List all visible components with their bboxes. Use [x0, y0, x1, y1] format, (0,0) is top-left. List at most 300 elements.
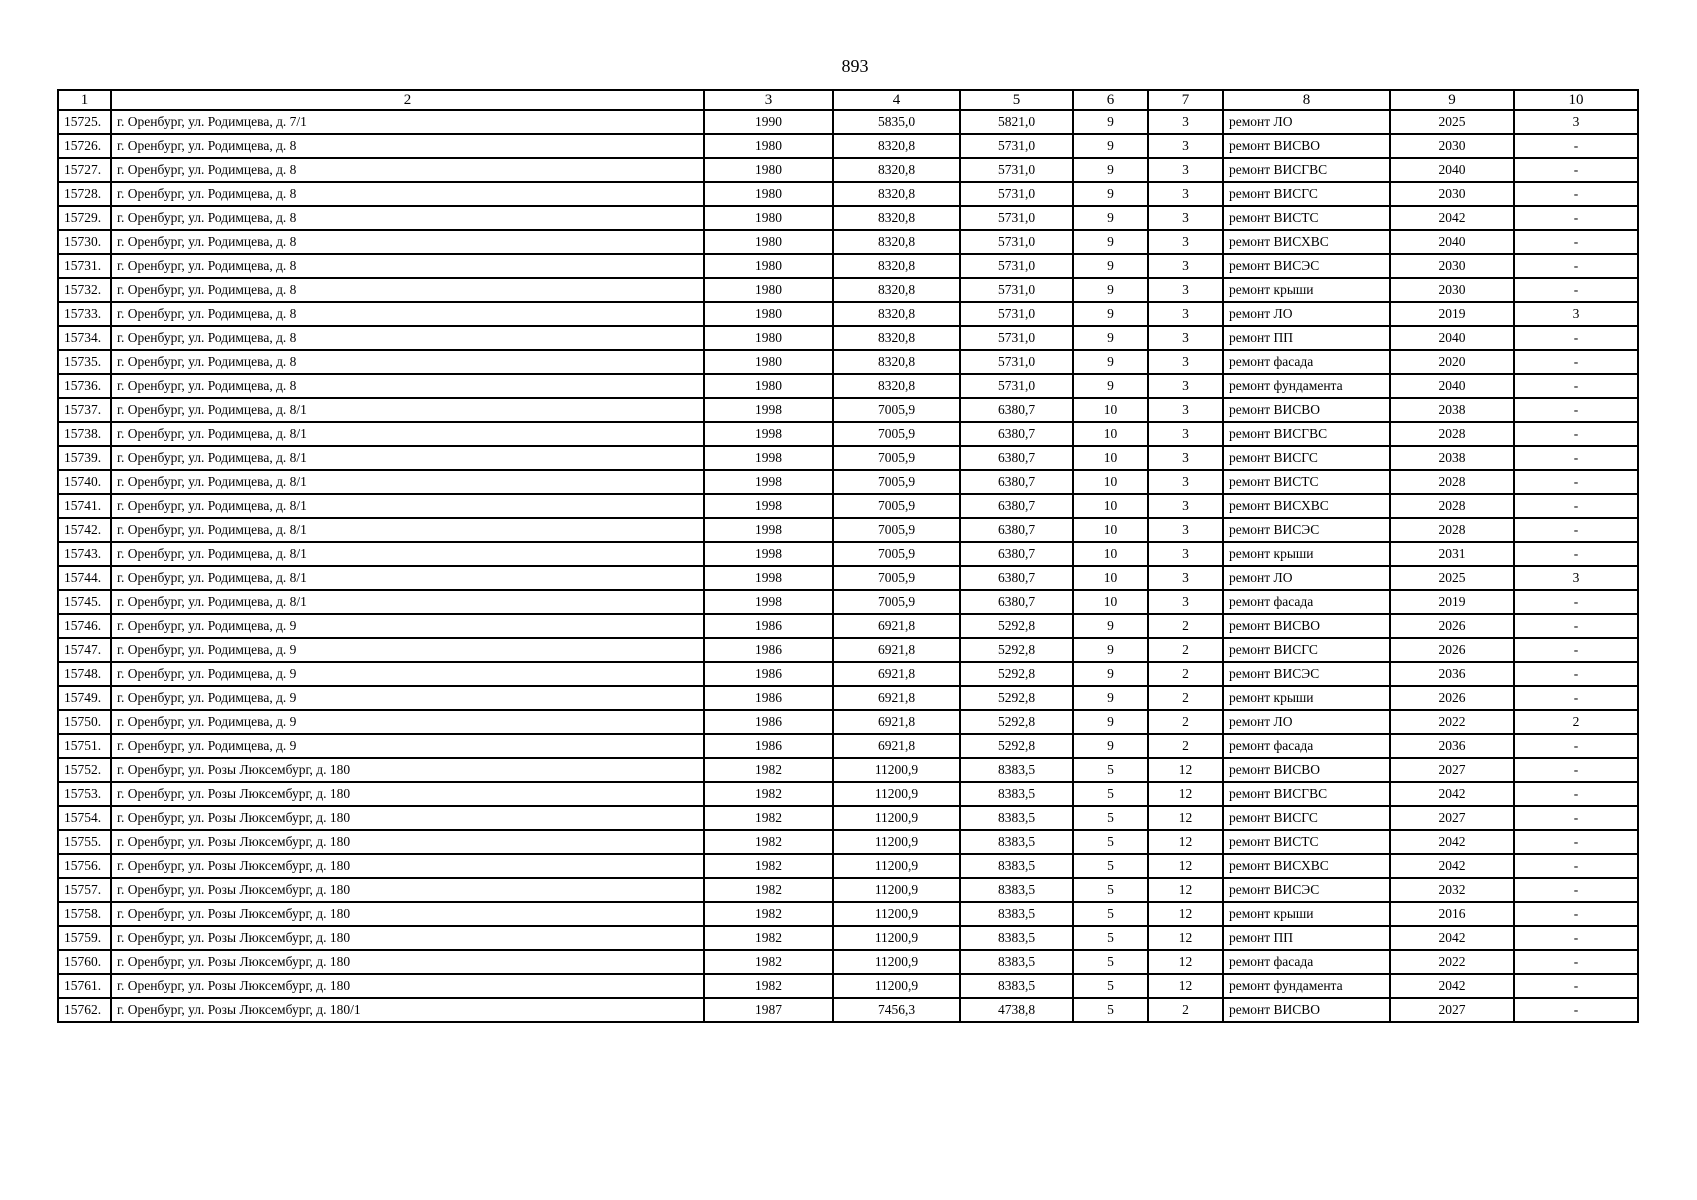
cell-address: г. Оренбург, ул. Родимцева, д. 8 [111, 134, 704, 158]
cell-work-type: ремонт ВИСХВС [1223, 230, 1390, 254]
cell-living-area: 5292,8 [960, 710, 1073, 734]
cell-row-number: 15736. [58, 374, 111, 398]
cell-address: г. Оренбург, ул. Родимцева, д. 8 [111, 230, 704, 254]
cell-work-type: ремонт фундамента [1223, 974, 1390, 998]
cell-entrances: 3 [1148, 518, 1223, 542]
cell-year-built: 1982 [704, 950, 833, 974]
cell-address: г. Оренбург, ул. Розы Люксембург, д. 180 [111, 758, 704, 782]
cell-entrances: 2 [1148, 998, 1223, 1022]
cell-year-built: 1982 [704, 878, 833, 902]
table-row [58, 134, 1638, 158]
cell-elevator-count: - [1514, 854, 1638, 878]
table-row [58, 446, 1638, 470]
cell-row-number: 15741. [58, 494, 111, 518]
cell-entrances: 2 [1148, 638, 1223, 662]
cell-address: г. Оренбург, ул. Родимцева, д. 8 [111, 302, 704, 326]
cell-elevator-count: - [1514, 182, 1638, 206]
cell-address: г. Оренбург, ул. Родимцева, д. 8 [111, 158, 704, 182]
cell-floors: 9 [1073, 686, 1148, 710]
cell-work-type: ремонт ВИСХВС [1223, 494, 1390, 518]
cell-work-type: ремонт ВИСЭС [1223, 878, 1390, 902]
cell-floors: 9 [1073, 638, 1148, 662]
cell-entrances: 3 [1148, 398, 1223, 422]
cell-elevator-count: - [1514, 614, 1638, 638]
cell-planned-year: 2036 [1390, 662, 1514, 686]
cell-entrances: 2 [1148, 662, 1223, 686]
cell-living-area: 5731,0 [960, 134, 1073, 158]
table-row [58, 302, 1638, 326]
cell-year-built: 1986 [704, 614, 833, 638]
cell-total-area: 7005,9 [833, 422, 960, 446]
cell-address: г. Оренбург, ул. Родимцева, д. 8/1 [111, 542, 704, 566]
cell-entrances: 12 [1148, 950, 1223, 974]
cell-floors: 10 [1073, 446, 1148, 470]
cell-elevator-count: - [1514, 374, 1638, 398]
column-header-5: 5 [960, 90, 1073, 110]
cell-living-area: 6380,7 [960, 542, 1073, 566]
cell-row-number: 15729. [58, 206, 111, 230]
cell-work-type: ремонт ЛО [1223, 110, 1390, 134]
cell-address: г. Оренбург, ул. Родимцева, д. 9 [111, 662, 704, 686]
cell-planned-year: 2042 [1390, 854, 1514, 878]
cell-elevator-count: - [1514, 494, 1638, 518]
cell-year-built: 1998 [704, 422, 833, 446]
cell-planned-year: 2028 [1390, 494, 1514, 518]
cell-elevator-count: - [1514, 782, 1638, 806]
cell-total-area: 7005,9 [833, 470, 960, 494]
table-row [58, 590, 1638, 614]
cell-floors: 5 [1073, 998, 1148, 1022]
cell-elevator-count: - [1514, 926, 1638, 950]
cell-address: г. Оренбург, ул. Родимцева, д. 8 [111, 374, 704, 398]
cell-total-area: 8320,8 [833, 278, 960, 302]
cell-entrances: 3 [1148, 278, 1223, 302]
cell-entrances: 3 [1148, 158, 1223, 182]
cell-entrances: 3 [1148, 110, 1223, 134]
cell-living-area: 5292,8 [960, 686, 1073, 710]
cell-address: г. Оренбург, ул. Родимцева, д. 9 [111, 638, 704, 662]
cell-living-area: 5731,0 [960, 374, 1073, 398]
cell-address: г. Оренбург, ул. Родимцева, д. 8 [111, 206, 704, 230]
cell-work-type: ремонт ВИСГС [1223, 182, 1390, 206]
cell-floors: 5 [1073, 926, 1148, 950]
table-row [58, 734, 1638, 758]
cell-living-area: 8383,5 [960, 782, 1073, 806]
cell-year-built: 1980 [704, 158, 833, 182]
cell-address: г. Оренбург, ул. Родимцева, д. 8/1 [111, 518, 704, 542]
cell-floors: 9 [1073, 614, 1148, 638]
cell-year-built: 1980 [704, 374, 833, 398]
cell-address: г. Оренбург, ул. Розы Люксембург, д. 180 [111, 830, 704, 854]
cell-year-built: 1980 [704, 278, 833, 302]
cell-elevator-count: - [1514, 422, 1638, 446]
cell-row-number: 15742. [58, 518, 111, 542]
registry-table [57, 89, 1639, 1023]
cell-floors: 9 [1073, 734, 1148, 758]
cell-planned-year: 2040 [1390, 374, 1514, 398]
cell-address: г. Оренбург, ул. Родимцева, д. 8/1 [111, 422, 704, 446]
cell-living-area: 5731,0 [960, 326, 1073, 350]
cell-year-built: 1990 [704, 110, 833, 134]
table-row [58, 662, 1638, 686]
cell-total-area: 8320,8 [833, 302, 960, 326]
cell-floors: 9 [1073, 206, 1148, 230]
cell-row-number: 15745. [58, 590, 111, 614]
cell-total-area: 7005,9 [833, 590, 960, 614]
column-header-10: 10 [1514, 90, 1638, 110]
table-row [58, 350, 1638, 374]
cell-work-type: ремонт ВИСВО [1223, 614, 1390, 638]
cell-work-type: ремонт ВИСГВС [1223, 158, 1390, 182]
cell-total-area: 11200,9 [833, 974, 960, 998]
cell-work-type: ремонт ПП [1223, 926, 1390, 950]
cell-living-area: 5292,8 [960, 638, 1073, 662]
cell-work-type: ремонт ЛО [1223, 302, 1390, 326]
cell-year-built: 1986 [704, 734, 833, 758]
cell-total-area: 8320,8 [833, 182, 960, 206]
cell-address: г. Оренбург, ул. Родимцева, д. 8 [111, 326, 704, 350]
cell-floors: 9 [1073, 302, 1148, 326]
cell-year-built: 1980 [704, 182, 833, 206]
cell-entrances: 12 [1148, 806, 1223, 830]
cell-row-number: 15749. [58, 686, 111, 710]
cell-living-area: 8383,5 [960, 926, 1073, 950]
cell-address: г. Оренбург, ул. Родимцева, д. 8/1 [111, 398, 704, 422]
cell-planned-year: 2042 [1390, 206, 1514, 230]
table-body [58, 110, 1638, 1022]
cell-floors: 10 [1073, 422, 1148, 446]
cell-entrances: 3 [1148, 326, 1223, 350]
cell-elevator-count: - [1514, 518, 1638, 542]
cell-planned-year: 2028 [1390, 518, 1514, 542]
cell-row-number: 15734. [58, 326, 111, 350]
cell-year-built: 1986 [704, 686, 833, 710]
cell-year-built: 1986 [704, 662, 833, 686]
cell-planned-year: 2026 [1390, 614, 1514, 638]
cell-work-type: ремонт ВИСГВС [1223, 782, 1390, 806]
table-row [58, 638, 1638, 662]
cell-address: г. Оренбург, ул. Родимцева, д. 8 [111, 278, 704, 302]
cell-address: г. Оренбург, ул. Родимцева, д. 8/1 [111, 566, 704, 590]
cell-year-built: 1998 [704, 542, 833, 566]
cell-living-area: 4738,8 [960, 998, 1073, 1022]
cell-living-area: 5731,0 [960, 182, 1073, 206]
cell-total-area: 8320,8 [833, 230, 960, 254]
cell-year-built: 1980 [704, 134, 833, 158]
cell-planned-year: 2032 [1390, 878, 1514, 902]
cell-floors: 9 [1073, 374, 1148, 398]
cell-row-number: 15733. [58, 302, 111, 326]
cell-total-area: 8320,8 [833, 326, 960, 350]
cell-floors: 9 [1073, 134, 1148, 158]
cell-entrances: 3 [1148, 542, 1223, 566]
cell-entrances: 3 [1148, 446, 1223, 470]
cell-address: г. Оренбург, ул. Родимцева, д. 9 [111, 614, 704, 638]
table-row [58, 710, 1638, 734]
cell-row-number: 15725. [58, 110, 111, 134]
cell-elevator-count: - [1514, 350, 1638, 374]
cell-planned-year: 2036 [1390, 734, 1514, 758]
cell-elevator-count: - [1514, 878, 1638, 902]
column-header-6: 6 [1073, 90, 1148, 110]
cell-row-number: 15731. [58, 254, 111, 278]
cell-entrances: 2 [1148, 614, 1223, 638]
table-row [58, 422, 1638, 446]
cell-row-number: 15737. [58, 398, 111, 422]
cell-address: г. Оренбург, ул. Родимцева, д. 8/1 [111, 446, 704, 470]
cell-work-type: ремонт ВИСГС [1223, 806, 1390, 830]
cell-entrances: 3 [1148, 182, 1223, 206]
table-row [58, 998, 1638, 1022]
cell-address: г. Оренбург, ул. Розы Люксембург, д. 180 [111, 950, 704, 974]
cell-year-built: 1998 [704, 566, 833, 590]
cell-work-type: ремонт ВИСГС [1223, 446, 1390, 470]
cell-planned-year: 2040 [1390, 230, 1514, 254]
cell-total-area: 11200,9 [833, 950, 960, 974]
cell-planned-year: 2020 [1390, 350, 1514, 374]
table-row [58, 686, 1638, 710]
cell-floors: 5 [1073, 854, 1148, 878]
cell-planned-year: 2025 [1390, 110, 1514, 134]
cell-work-type: ремонт ЛО [1223, 566, 1390, 590]
cell-living-area: 8383,5 [960, 902, 1073, 926]
cell-work-type: ремонт ВИСТС [1223, 470, 1390, 494]
cell-work-type: ремонт ВИСХВС [1223, 854, 1390, 878]
cell-floors: 5 [1073, 902, 1148, 926]
cell-planned-year: 2028 [1390, 470, 1514, 494]
cell-total-area: 11200,9 [833, 902, 960, 926]
cell-year-built: 1980 [704, 230, 833, 254]
cell-planned-year: 2030 [1390, 134, 1514, 158]
cell-work-type: ремонт ВИСГС [1223, 638, 1390, 662]
cell-floors: 9 [1073, 278, 1148, 302]
cell-row-number: 15752. [58, 758, 111, 782]
cell-row-number: 15760. [58, 950, 111, 974]
cell-total-area: 8320,8 [833, 374, 960, 398]
cell-living-area: 5731,0 [960, 350, 1073, 374]
cell-year-built: 1980 [704, 302, 833, 326]
cell-row-number: 15754. [58, 806, 111, 830]
cell-work-type: ремонт фасада [1223, 350, 1390, 374]
cell-row-number: 15735. [58, 350, 111, 374]
cell-row-number: 15727. [58, 158, 111, 182]
cell-elevator-count: - [1514, 590, 1638, 614]
cell-planned-year: 2028 [1390, 422, 1514, 446]
cell-floors: 5 [1073, 758, 1148, 782]
cell-planned-year: 2038 [1390, 446, 1514, 470]
cell-work-type: ремонт ВИСЭС [1223, 254, 1390, 278]
cell-year-built: 1980 [704, 326, 833, 350]
cell-floors: 9 [1073, 182, 1148, 206]
cell-floors: 9 [1073, 254, 1148, 278]
cell-year-built: 1982 [704, 830, 833, 854]
cell-elevator-count: - [1514, 638, 1638, 662]
cell-floors: 10 [1073, 542, 1148, 566]
cell-floors: 5 [1073, 974, 1148, 998]
cell-entrances: 3 [1148, 470, 1223, 494]
cell-year-built: 1998 [704, 398, 833, 422]
cell-address: г. Оренбург, ул. Родимцева, д. 8 [111, 254, 704, 278]
cell-total-area: 6921,8 [833, 734, 960, 758]
cell-elevator-count: - [1514, 830, 1638, 854]
cell-year-built: 1998 [704, 590, 833, 614]
table-row [58, 878, 1638, 902]
cell-elevator-count: - [1514, 542, 1638, 566]
table-row [58, 326, 1638, 350]
cell-entrances: 3 [1148, 590, 1223, 614]
cell-elevator-count: - [1514, 158, 1638, 182]
cell-work-type: ремонт ВИСЭС [1223, 518, 1390, 542]
cell-floors: 9 [1073, 350, 1148, 374]
cell-row-number: 15732. [58, 278, 111, 302]
cell-work-type: ремонт ПП [1223, 326, 1390, 350]
cell-work-type: ремонт крыши [1223, 278, 1390, 302]
cell-planned-year: 2019 [1390, 590, 1514, 614]
cell-planned-year: 2022 [1390, 950, 1514, 974]
cell-elevator-count: - [1514, 950, 1638, 974]
table-row [58, 182, 1638, 206]
table-row [58, 926, 1638, 950]
cell-planned-year: 2027 [1390, 998, 1514, 1022]
cell-entrances: 3 [1148, 422, 1223, 446]
cell-address: г. Оренбург, ул. Родимцева, д. 9 [111, 710, 704, 734]
cell-elevator-count: 3 [1514, 566, 1638, 590]
table-row [58, 110, 1638, 134]
cell-entrances: 12 [1148, 926, 1223, 950]
cell-living-area: 5731,0 [960, 254, 1073, 278]
cell-planned-year: 2027 [1390, 758, 1514, 782]
cell-elevator-count: - [1514, 806, 1638, 830]
table-row [58, 278, 1638, 302]
cell-work-type: ремонт фасада [1223, 590, 1390, 614]
cell-entrances: 12 [1148, 854, 1223, 878]
cell-address: г. Оренбург, ул. Розы Люксембург, д. 180 [111, 926, 704, 950]
cell-living-area: 6380,7 [960, 470, 1073, 494]
cell-address: г. Оренбург, ул. Розы Люксембург, д. 180 [111, 806, 704, 830]
cell-work-type: ремонт ВИСВО [1223, 758, 1390, 782]
cell-work-type: ремонт ВИСВО [1223, 134, 1390, 158]
cell-total-area: 11200,9 [833, 830, 960, 854]
table-row [58, 374, 1638, 398]
cell-entrances: 2 [1148, 686, 1223, 710]
cell-elevator-count: - [1514, 134, 1638, 158]
table-row [58, 830, 1638, 854]
cell-row-number: 15762. [58, 998, 111, 1022]
column-header-9: 9 [1390, 90, 1514, 110]
cell-total-area: 7005,9 [833, 566, 960, 590]
cell-entrances: 3 [1148, 350, 1223, 374]
cell-row-number: 15748. [58, 662, 111, 686]
cell-living-area: 6380,7 [960, 494, 1073, 518]
cell-total-area: 11200,9 [833, 926, 960, 950]
cell-living-area: 5731,0 [960, 302, 1073, 326]
cell-year-built: 1982 [704, 926, 833, 950]
cell-floors: 10 [1073, 518, 1148, 542]
cell-living-area: 6380,7 [960, 422, 1073, 446]
table-row [58, 902, 1638, 926]
cell-year-built: 1980 [704, 350, 833, 374]
cell-entrances: 12 [1148, 878, 1223, 902]
cell-row-number: 15761. [58, 974, 111, 998]
cell-living-area: 6380,7 [960, 518, 1073, 542]
cell-entrances: 12 [1148, 830, 1223, 854]
cell-living-area: 5731,0 [960, 278, 1073, 302]
cell-planned-year: 2040 [1390, 326, 1514, 350]
cell-total-area: 6921,8 [833, 662, 960, 686]
cell-planned-year: 2016 [1390, 902, 1514, 926]
cell-total-area: 7005,9 [833, 494, 960, 518]
cell-year-built: 1998 [704, 494, 833, 518]
cell-total-area: 8320,8 [833, 350, 960, 374]
table-row [58, 758, 1638, 782]
table-row [58, 614, 1638, 638]
cell-year-built: 1982 [704, 974, 833, 998]
cell-living-area: 8383,5 [960, 830, 1073, 854]
cell-elevator-count: - [1514, 998, 1638, 1022]
table-row [58, 854, 1638, 878]
cell-total-area: 7005,9 [833, 398, 960, 422]
cell-year-built: 1982 [704, 806, 833, 830]
cell-year-built: 1986 [704, 710, 833, 734]
cell-elevator-count: - [1514, 974, 1638, 998]
cell-total-area: 11200,9 [833, 782, 960, 806]
cell-floors: 10 [1073, 494, 1148, 518]
column-header-1: 1 [58, 90, 111, 110]
cell-entrances: 3 [1148, 230, 1223, 254]
cell-entrances: 3 [1148, 254, 1223, 278]
cell-total-area: 7005,9 [833, 518, 960, 542]
cell-entrances: 12 [1148, 974, 1223, 998]
cell-living-area: 6380,7 [960, 590, 1073, 614]
cell-living-area: 5731,0 [960, 206, 1073, 230]
cell-floors: 10 [1073, 470, 1148, 494]
cell-elevator-count: - [1514, 686, 1638, 710]
cell-year-built: 1998 [704, 446, 833, 470]
cell-planned-year: 2042 [1390, 782, 1514, 806]
cell-address: г. Оренбург, ул. Родимцева, д. 8/1 [111, 470, 704, 494]
cell-living-area: 6380,7 [960, 566, 1073, 590]
cell-address: г. Оренбург, ул. Розы Люксембург, д. 180 [111, 878, 704, 902]
cell-living-area: 8383,5 [960, 806, 1073, 830]
cell-total-area: 8320,8 [833, 158, 960, 182]
cell-floors: 10 [1073, 566, 1148, 590]
cell-total-area: 7005,9 [833, 542, 960, 566]
cell-elevator-count: 3 [1514, 110, 1638, 134]
table-row [58, 206, 1638, 230]
cell-year-built: 1982 [704, 902, 833, 926]
cell-total-area: 8320,8 [833, 254, 960, 278]
cell-entrances: 3 [1148, 206, 1223, 230]
cell-row-number: 15730. [58, 230, 111, 254]
cell-floors: 5 [1073, 878, 1148, 902]
cell-row-number: 15739. [58, 446, 111, 470]
cell-living-area: 5731,0 [960, 158, 1073, 182]
cell-planned-year: 2026 [1390, 638, 1514, 662]
cell-planned-year: 2022 [1390, 710, 1514, 734]
cell-work-type: ремонт фасада [1223, 734, 1390, 758]
cell-year-built: 1982 [704, 782, 833, 806]
cell-work-type: ремонт ВИСВО [1223, 398, 1390, 422]
table-row [58, 494, 1638, 518]
cell-floors: 10 [1073, 590, 1148, 614]
table-row [58, 950, 1638, 974]
cell-floors: 9 [1073, 230, 1148, 254]
cell-work-type: ремонт фасада [1223, 950, 1390, 974]
cell-planned-year: 2031 [1390, 542, 1514, 566]
cell-elevator-count: 3 [1514, 302, 1638, 326]
cell-planned-year: 2027 [1390, 806, 1514, 830]
cell-entrances: 3 [1148, 134, 1223, 158]
